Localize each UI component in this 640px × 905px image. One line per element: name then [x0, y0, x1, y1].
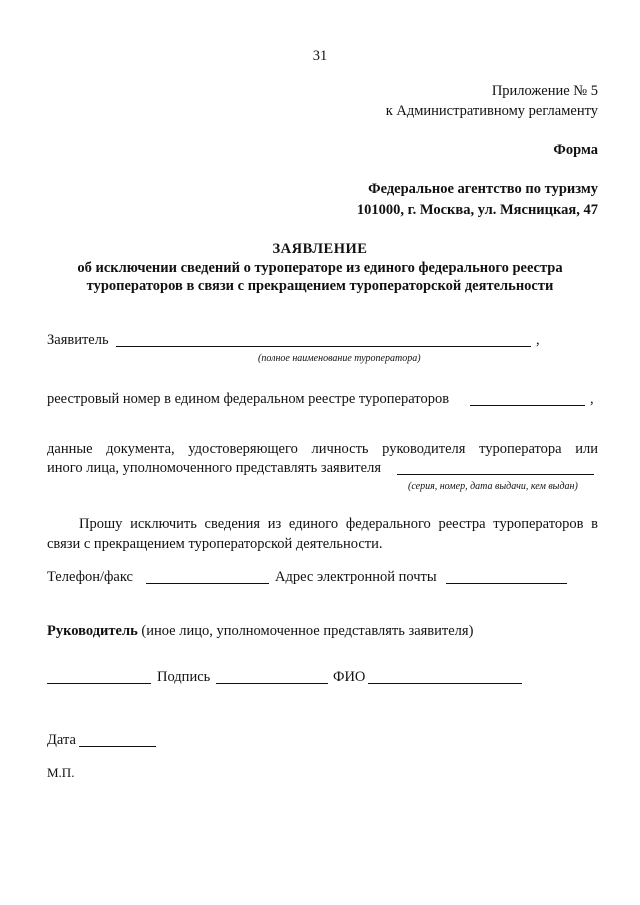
regulation-label: к Административному регламенту	[385, 103, 598, 119]
request-text-line1: Прошу исключить сведения из единого федерального реестра туроператоров в	[79, 516, 598, 532]
registry-number-label: реестровый номер в едином федеральном реестре туроператоров	[47, 391, 450, 407]
signature-label: Подпись	[157, 669, 211, 685]
position-field[interactable]	[47, 683, 151, 684]
page-number: 31	[312, 48, 328, 64]
full-name-label: ФИО	[333, 669, 366, 685]
applicant-hint: (полное наименование туроператора)	[258, 353, 421, 364]
applicant-field[interactable]	[116, 346, 531, 347]
document-data-field[interactable]	[397, 474, 594, 475]
email-label: Адрес электронной почты	[275, 569, 437, 585]
stamp-label: М.П.	[47, 765, 75, 780]
registry-number-field[interactable]	[470, 405, 585, 406]
email-field[interactable]	[446, 583, 567, 584]
signatory-line	[47, 622, 473, 640]
document-subtitle-line2: туроператоров в связи с прекращением туроператорской деятельности	[86, 278, 554, 294]
date-field[interactable]	[79, 746, 156, 747]
agency-address: 101000, г. Москва, ул. Мясницкая, 47	[356, 202, 598, 218]
appendix-label: Приложение № 5	[491, 83, 598, 99]
registry-number-comma: ,	[590, 391, 594, 407]
document-data-hint: (серия, номер, дата выдачи, кем выдан)	[408, 481, 578, 492]
applicant-label: Заявитель	[47, 332, 109, 348]
signatory-title: Руководитель	[47, 623, 138, 639]
signatory-description: (иное лицо, уполномоченное представлять заявителя)	[137, 623, 474, 639]
full-name-field[interactable]	[368, 683, 522, 684]
document-data-label-line1: данные документа, удостоверяющего личность руководителя туроператора или	[47, 441, 598, 457]
document-title: ЗАЯВЛЕНИЕ	[272, 241, 368, 257]
signature-field[interactable]	[216, 683, 328, 684]
document-subtitle-line1: об исключении сведений о туроператоре из единого федерального реестра	[77, 260, 563, 276]
date-label: Дата	[47, 732, 76, 748]
phone-fax-label: Телефон/факс	[47, 569, 133, 585]
agency-name: Федеральное агентство по туризму	[368, 181, 598, 197]
phone-fax-field[interactable]	[146, 583, 269, 584]
applicant-comma: ,	[536, 332, 540, 348]
document-data-label-line2: иного лица, уполномоченного представлять заявителя	[47, 460, 381, 476]
request-text-line2: связи с прекращением туроператорской деятельности.	[47, 536, 383, 552]
form-label: Форма	[553, 142, 598, 158]
